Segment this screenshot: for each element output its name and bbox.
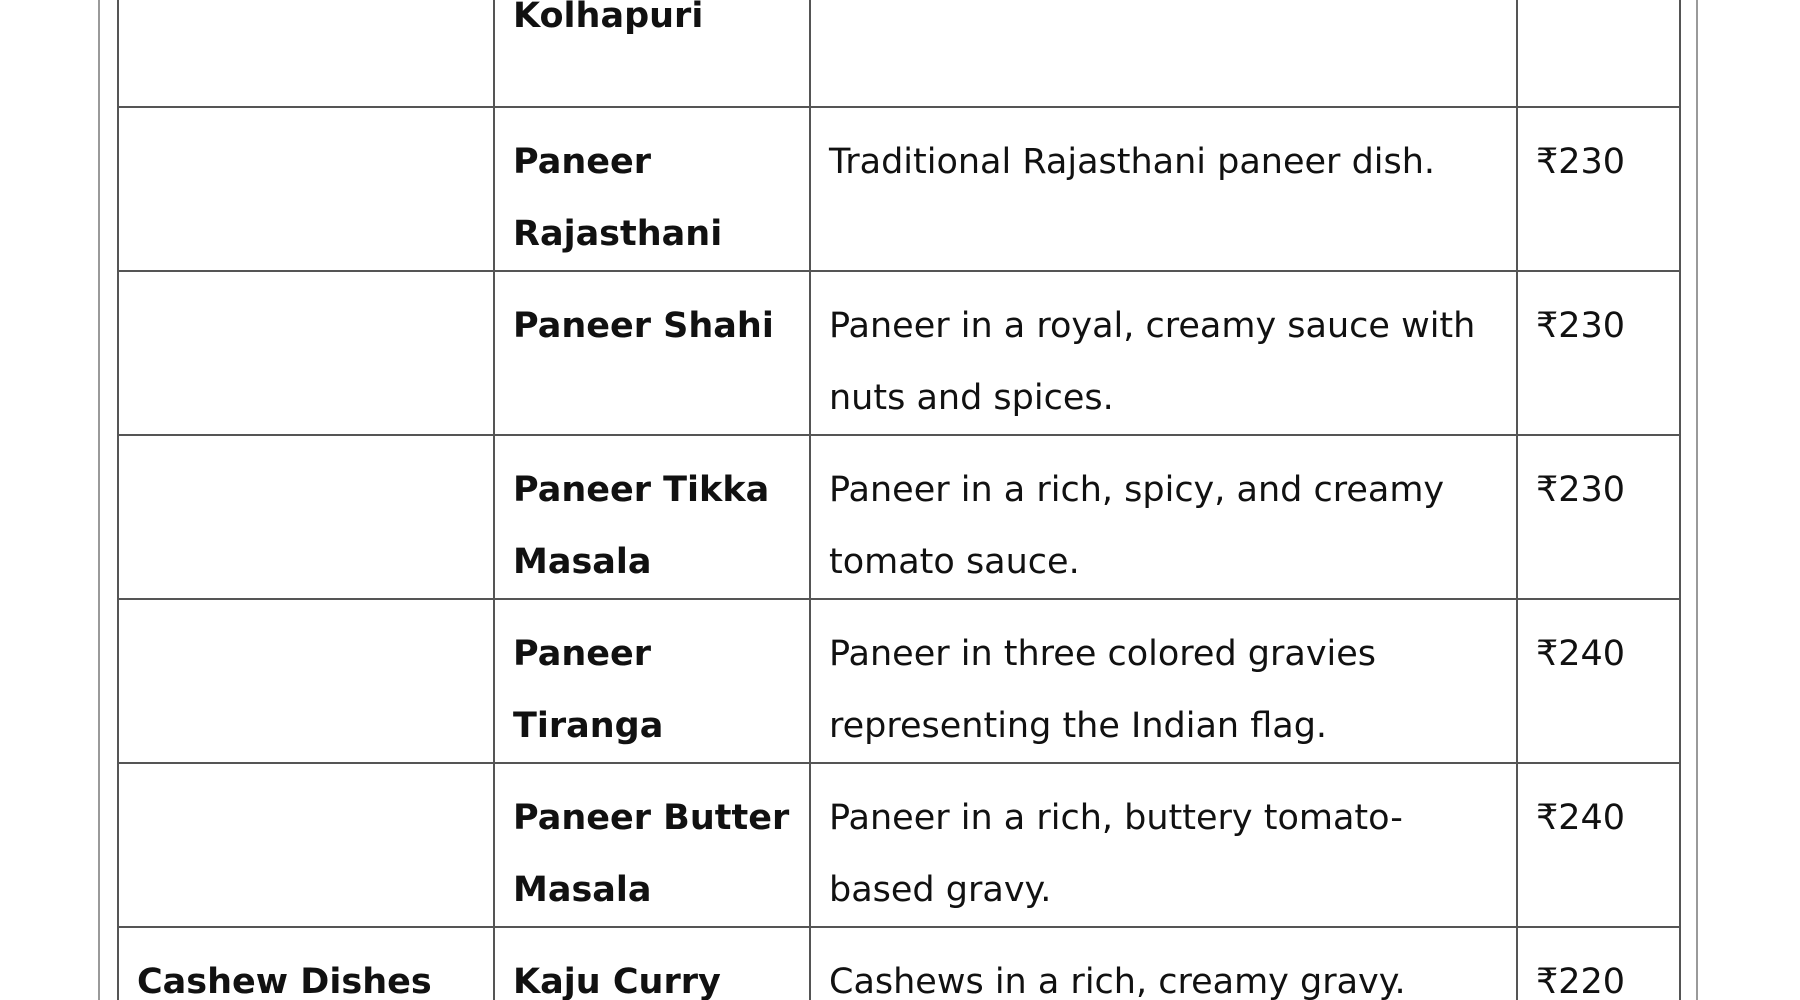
description-cell: Cashews in a rich, creamy gravy. bbox=[810, 927, 1517, 1000]
item-name-cell: Paneer Butter Masala bbox=[494, 763, 810, 927]
price-cell: ₹240 bbox=[1517, 599, 1680, 763]
table-row bbox=[118, 599, 1680, 763]
table-row bbox=[118, 763, 1680, 927]
description-cell: Paneer in a rich, buttery tomato-based gravy. bbox=[810, 763, 1517, 927]
category-cell bbox=[118, 435, 494, 599]
table-row bbox=[118, 271, 1680, 435]
item-name-cell: Paneer Tiranga bbox=[494, 599, 810, 763]
item-name-cell: Paneer Rajasthani bbox=[494, 107, 810, 271]
item-name-cell: Kaju Curry bbox=[494, 927, 810, 1000]
item-name-cell: Paneer Shahi bbox=[494, 271, 810, 435]
category-cell bbox=[118, 763, 494, 927]
price-cell: ₹230 bbox=[1517, 271, 1680, 435]
item-name-cell: Kolhapuri bbox=[494, 0, 810, 107]
price-cell: ₹240 bbox=[1517, 763, 1680, 927]
description-cell bbox=[810, 0, 1517, 107]
price-cell: ₹230 bbox=[1517, 435, 1680, 599]
description-cell: Traditional Rajasthani paneer dish. bbox=[810, 107, 1517, 271]
category-cell bbox=[118, 271, 494, 435]
table-row bbox=[118, 435, 1680, 599]
description-cell: Paneer in three colored gravies representing the Indian flag. bbox=[810, 599, 1517, 763]
category-cell bbox=[118, 599, 494, 763]
menu-table bbox=[117, 0, 1681, 1000]
table-row bbox=[118, 0, 1680, 107]
category-cell bbox=[118, 107, 494, 271]
price-cell: ₹230 bbox=[1517, 107, 1680, 271]
description-cell: Paneer in a rich, spicy, and creamy tomato sauce. bbox=[810, 435, 1517, 599]
table-row bbox=[118, 107, 1680, 271]
price-cell: ₹220 bbox=[1517, 927, 1680, 1000]
description-cell: Paneer in a royal, creamy sauce with nuts and spices. bbox=[810, 271, 1517, 435]
price-cell bbox=[1517, 0, 1680, 107]
table-row bbox=[118, 927, 1680, 1000]
category-cell: Cashew Dishes bbox=[118, 927, 494, 1000]
item-name-cell: Paneer Tikka Masala bbox=[494, 435, 810, 599]
category-cell bbox=[118, 0, 494, 107]
